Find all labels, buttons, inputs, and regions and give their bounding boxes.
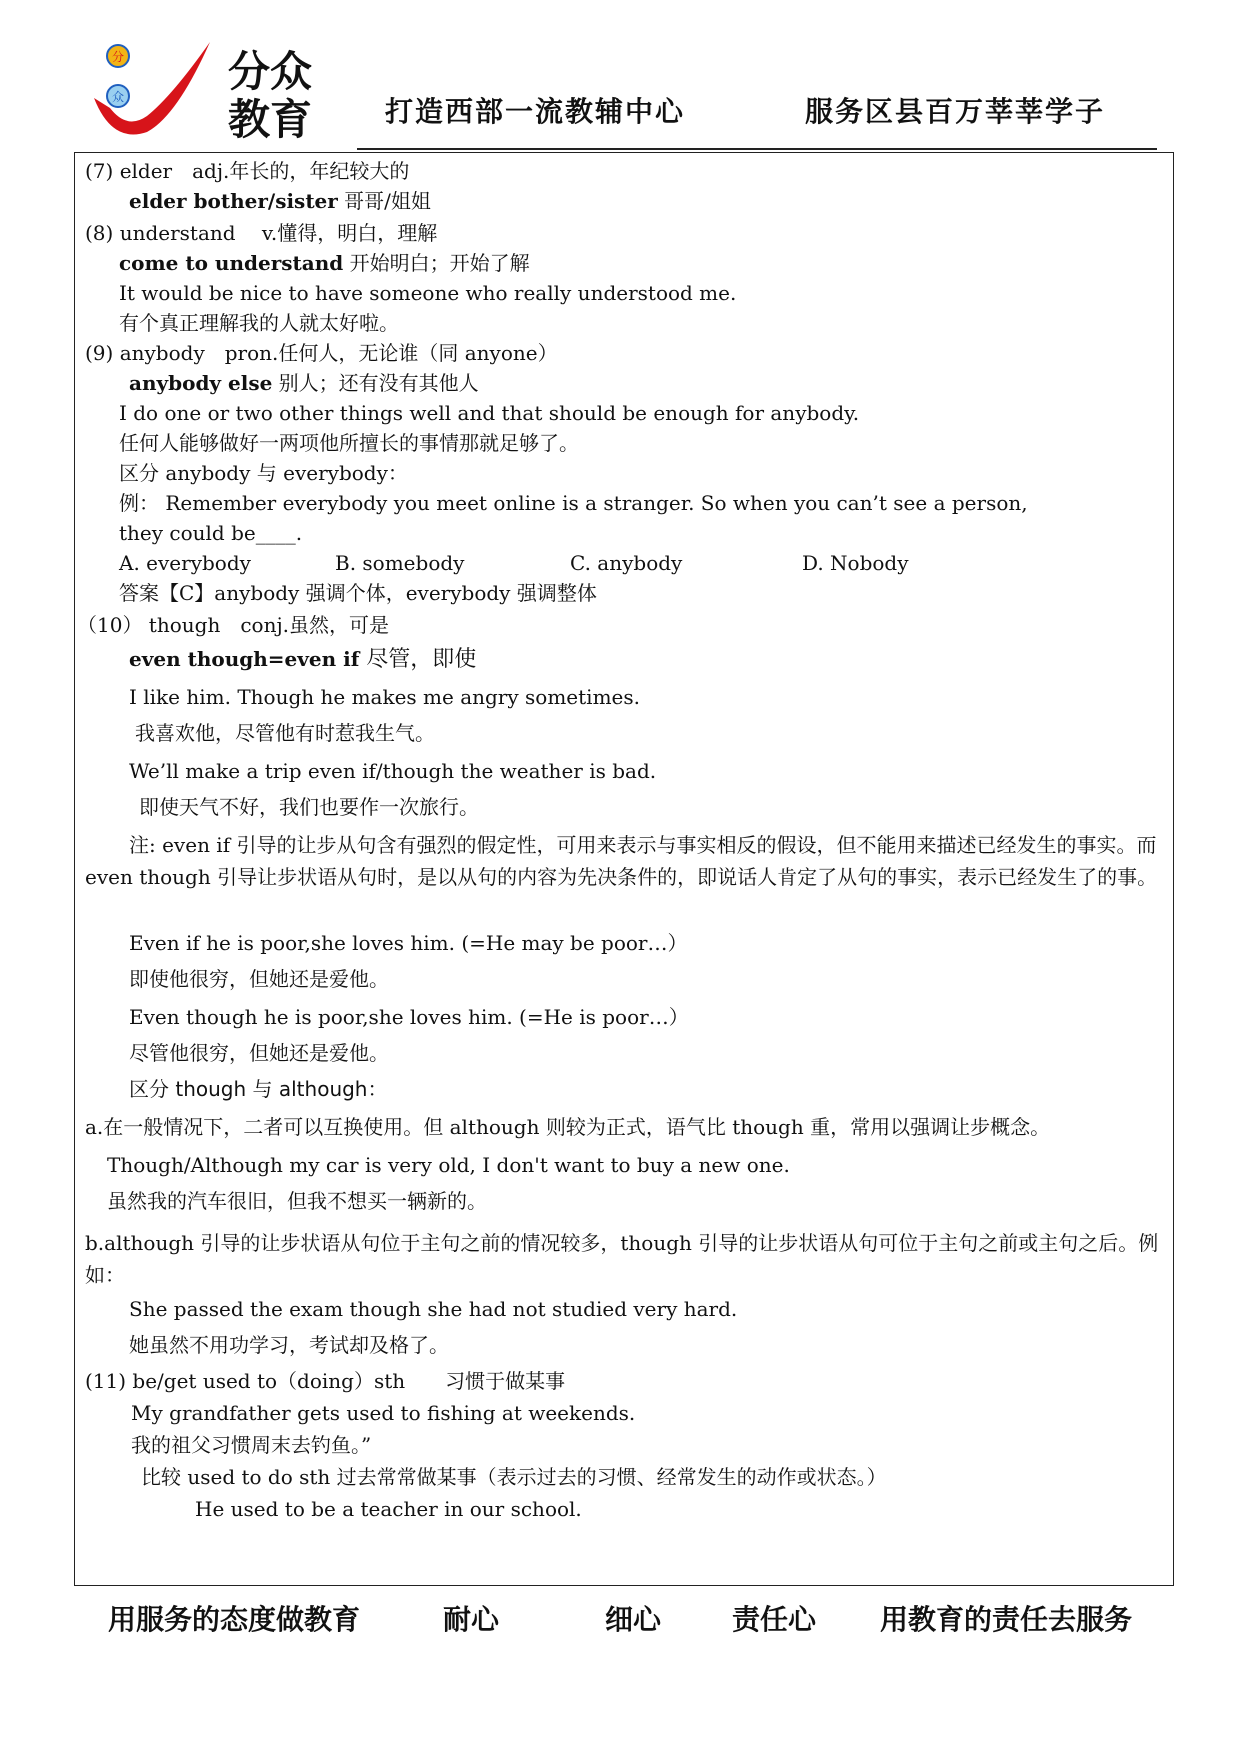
comparison-heading: 区分 anybody 与 everybody： [119, 461, 408, 485]
footer-motto-4: 责任心 [732, 1603, 817, 1636]
header-slogan-left: 打造西部一流教辅中心 [385, 95, 686, 128]
logo-checkmark-icon [92, 36, 212, 146]
logo-text-line-2: 教育 [228, 95, 313, 144]
vocab-item-though: （10） though conj.虽然，可是 [77, 613, 390, 637]
vocab-item-used-to: (11) be/get used to（doing）sth 习惯于做某事 [85, 1369, 566, 1393]
example-translation: 有个真正理解我的人就太好啦。 [119, 311, 399, 335]
example-translation: 我喜欢他，尽管他有时惹我生气。 [135, 721, 435, 745]
example-translation: 即使天气不好，我们也要作一次旅行。 [139, 795, 479, 819]
phrase-line [129, 647, 476, 672]
option-d: D. Nobody [802, 551, 909, 575]
header-slogan-right: 服务区县百万莘莘学子 [805, 95, 1106, 128]
footer-motto-1: 用服务的态度做教育 [108, 1603, 361, 1636]
phrase-line [129, 371, 479, 395]
comparison-note: 比较 used to do sth 过去常常做某事（表示过去的习惯、经常发生的动作或状态。） [141, 1465, 887, 1489]
page-header [0, 0, 1241, 150]
usage-point-a: a.在一般情况下，二者可以互换使用。但 although 则较为正式，语气比 though 重，常用以强调让步概念。 [85, 1115, 1051, 1139]
phrase-bold: anybody else [129, 371, 273, 395]
phrase-bold: even though=even if [129, 647, 360, 671]
example-sentence: I like him. Though he makes me angry sometimes. [129, 685, 640, 709]
option-c: C. anybody [570, 551, 683, 575]
phrase-line [119, 251, 530, 275]
example-sentence: She passed the exam though she had not studied very hard. [129, 1297, 738, 1321]
example-sentence: My grandfather gets used to fishing at weekends. [131, 1401, 636, 1425]
option-a: A. everybody [119, 551, 251, 575]
example-sentence: I do one or two other things well and that should be enough for anybody. [119, 401, 860, 425]
example-sentence: We’ll make a trip even if/though the weather is bad. [129, 759, 657, 783]
header-divider [357, 148, 1157, 150]
comparison-heading: 区分 though 与 although： [129, 1077, 388, 1101]
example-sentence: Though/Although my car is very old, I don't want to buy a new one. [107, 1153, 790, 1177]
note-paragraph: 注: even if 引导的让步从句含有强烈的假定性，可用来表示与事实相反的假设，但不能用来描述已经发生的事实。而 even though 引导让步状语从句时，是以从句的内容为先决条件的，即说话人肯定了从句的事实，表示已经发生了的事。 [85, 833, 1158, 889]
vocab-item-understand: (8) understand v.懂得，明白，理解 [85, 221, 438, 245]
usage-point-b: b.although 引导的让步状语从句位于主句之前的情况较多，though 引导的让步状语从句可位于主句之前或主句之后。例如： [85, 1231, 1159, 1287]
logo-text-line-1: 分众 [228, 47, 313, 96]
svg-text:众: 众 [111, 90, 125, 104]
vocab-item-elder: (7) elder adj.年长的，年纪较大的 [85, 159, 410, 183]
example-translation: 虽然我的汽车很旧，但我不想买一辆新的。 [107, 1189, 487, 1213]
phrase-line [129, 189, 431, 213]
footer-motto-3: 细心 [605, 1603, 662, 1636]
footer-motto-2: 耐心 [443, 1603, 500, 1636]
lesson-content-box [74, 152, 1174, 1586]
exercise-question: 例： Remember everybody you meet online is a stranger. So when you can’t see a person, [119, 491, 1028, 515]
vocab-item-anybody: (9) anybody pron.任何人，无论谁（同 anyone） [85, 341, 558, 365]
footer-motto-5: 用教育的责任去服务 [880, 1603, 1133, 1636]
phrase-meaning: 别人；还有没有其他人 [272, 371, 479, 395]
example-translation: 任何人能够做好一两项他所擅长的事情那就足够了。 [119, 431, 579, 455]
example-sentence: He used to be a teacher in our school. [195, 1497, 582, 1521]
example-sentence: Even if he is poor,she loves him. (=He may be poor…） [129, 931, 688, 955]
example-translation: 她虽然不用功学习，考试却及格了。 [129, 1333, 449, 1357]
exercise-answer: 答案【C】anybody 强调个体，everybody 强调整体 [119, 581, 597, 605]
phrase-meaning: 哥哥/姐姐 [337, 189, 431, 213]
option-b: B. somebody [335, 551, 465, 575]
example-translation: 我的祖父习惯周末去钓鱼。” [131, 1433, 372, 1457]
phrase-bold: come to understand [119, 251, 344, 275]
phrase-meaning: 开始明白；开始了解 [343, 251, 530, 275]
example-translation: 尽管他很穷，但她还是爱他。 [129, 1041, 389, 1065]
example-sentence: Even though he is poor,she loves him. (=He is poor…） [129, 1005, 689, 1029]
phrase-bold: elder bother/sister [129, 189, 338, 213]
example-sentence: It would be nice to have someone who really understood me. [119, 281, 737, 305]
logo-brand-text [228, 48, 312, 144]
exercise-question-cont: they could be____. [119, 521, 303, 545]
example-translation: 即使他很穷，但她还是爱他。 [129, 967, 389, 991]
phrase-meaning: 尽管，即使 [359, 647, 477, 672]
svg-text:分: 分 [111, 50, 125, 64]
